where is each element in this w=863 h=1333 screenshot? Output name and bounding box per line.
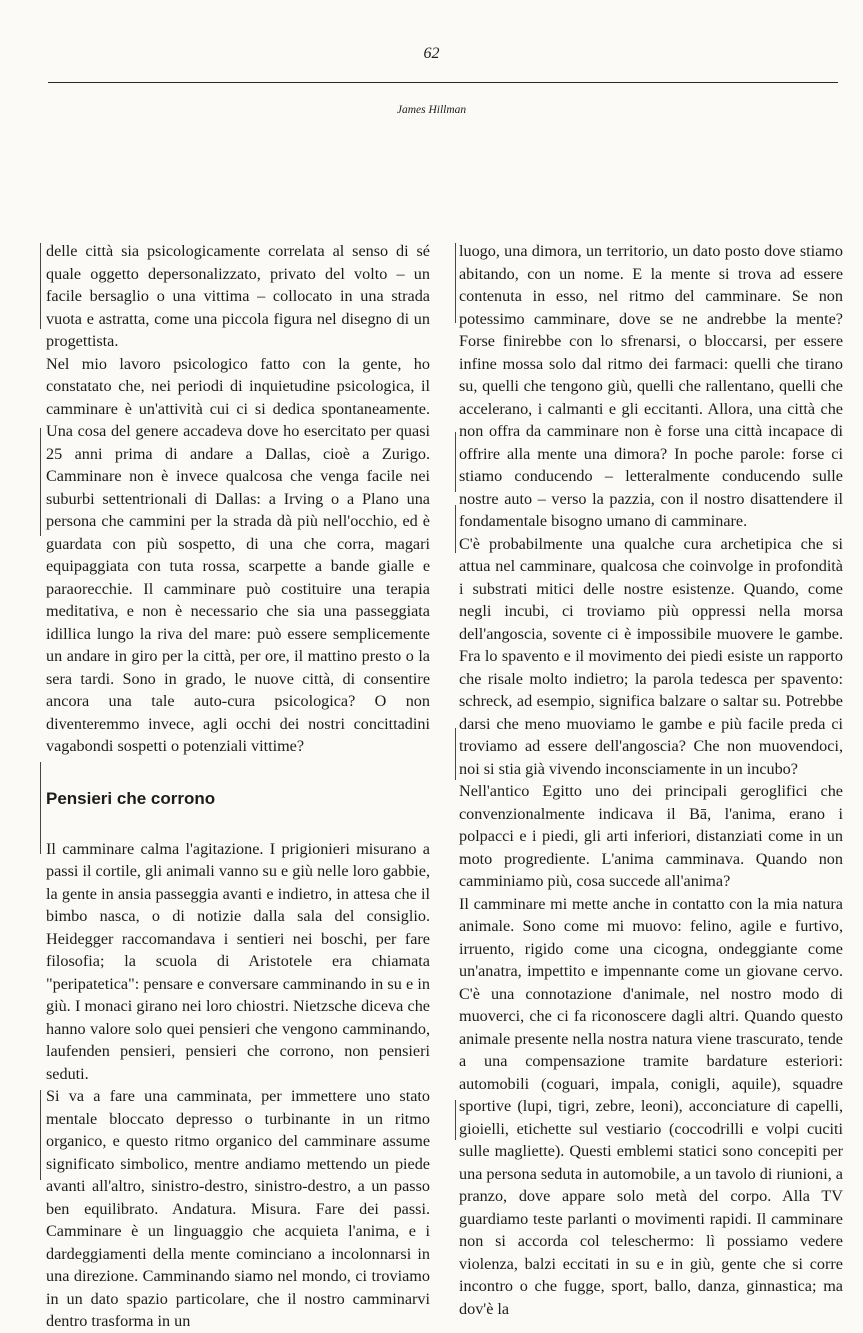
paragraph: Il camminare calma l'agitazione. I prigionieri misurano a passi il cortile, gli animali vanno su e giù nelle loro gabbie, la gente in ansia passeggia avanti e indietro, in attesa che il bimbo nasca, o di notizie dalla sala del consiglio. Heidegger raccomandava i sentieri nei boschi, per fare filosofia; la scuola di Aristotele era chiamata "peripatetica": pensare e conversare camminando in su e in giù. I monaci girano nei loro chiostri. Nietzsche diceva che hanno valore solo quei pensieri che vengono camminando, laufenden pensieri, pensieri che corrono, non pensieri seduti. [46, 839, 430, 1083]
paragraph: Si va a fare una camminata, per immettere uno stato mentale bloccato depresso o turbinante in un ritmo organico, e questo ritmo organico del camminare assume significato simbolico, mentre andiamo mettendo un piede avanti all'altro, sinistro-destro, sinistro-destro, a un passo ben equilibrato. Andatura. Misura. Fare dei passi. Camminare è un linguaggio che acquieta l'anima, e i dardeggiamenti della mente cominciano a incolonnarsi in una direzione. Camminando siamo nel mondo, ci troviamo in un dato spazio particolare, che il nostro camminarvi dentro trasforma in un [46, 1087, 430, 1330]
margin-mark [40, 428, 41, 536]
margin-mark [455, 243, 456, 323]
margin-mark [455, 1100, 456, 1140]
section-heading: Pensieri che corrono [46, 788, 216, 808]
margin-mark [40, 1090, 41, 1180]
page-number: 62 [423, 45, 440, 62]
margin-mark [40, 243, 41, 329]
paragraph: C'è probabilmente una qualche cura archetipica che si attua nel camminare, qualcosa che coinvolge in profondità i substrati mitici delle nostre esistenze. Quando, come negli incubi, ci troviamo più oppressi nella morsa dell'angoscia, sovente ci è impossibile muovere le gambe. Fra lo spavento e il movimento dei piedi esiste un rapporto che risale molto indietro; la parola tedesca per spavento: schreck, ad esempio, significa balzare o saltar su. Potrebbe darsi che meno muoviamo le gambe e più facile preda ci troviamo ad essere dell'angoscia? Che non muovendoci, noi si stia già vivendo inconsciamente in un incubo? [459, 534, 843, 778]
running-head: James Hillman [396, 104, 467, 116]
paragraph: Nel mio lavoro psicologico fatto con la gente, ho constatato che, nei periodi di inquietudine psicologica, il camminare è un'attività cui ci si dedica spontaneamente. Una cosa del genere accadeva dove ho esercitato per quasi 25 anni prima di andare a Dallas, cioè a Zurigo. Camminare non è invece qualcosa che venga facile nei suburbi settentrionali di Dallas: a Irving o a Plano una persona che cammini per la strada dà più nell'occhio, ed è guardata con più sospetto, di una che corra, magari equipaggiata con tuta rossa, scarpette a bande gialle e paraorecchie. Il camminare può costituire una terapia meditativa, e non è necessario che sia una passeggiata idillica lungo la riva del mare: può essere semplicemente un andare in giro per la città, per ore, il mattino presto o la sera tardi. Sono in grado, le nuove città, di consentire ancora una tale auto-cura psicologica? O non diventeremmo invece, agli occhi dei nostri concittadini vagabondi sospetti o potenziali vittime? [46, 354, 430, 755]
margin-mark [455, 432, 456, 492]
left-column [46, 240, 430, 1333]
header-rule [48, 82, 838, 83]
margin-mark [40, 762, 41, 854]
paragraph: luogo, una dimora, un territorio, un dato posto dove stiamo abitando, con un nome. E la mente si trova ad essere contenuta in esso, nel ritmo del camminare. Se non potessimo camminare, dove se ne andrebbe la mente? Forse finirebbe con lo sfrenarsi, o bloccarsi, per essere infine mossa solo dal ritmo dei farmaci: quelli che tirano su, quelli che tengono giù, quelli che rallentano, quelli che accelerano, i calmanti e gli eccitanti. Allora, una città che non offra da camminare non è forse una città incapace di offrire alla mente una dimora? In poche parole: forse ci stiamo conducendo – letteralmente conducendo sulle nostre auto – verso la pazzia, con il nostro disattendere il fondamentale bisogno umano di camminare. [459, 242, 843, 530]
paragraph: Nell'antico Egitto uno dei principali geroglifici che convenzionalmente indicava il Bā, l'anima, erano i polpacci e i piedi, gli arti inferiori, distanziati come in un moto progrediente. L'anima camminava. Quando non camminiamo più, cosa succede all'anima? [459, 782, 843, 890]
right-column [459, 240, 843, 1320]
margin-mark [455, 728, 456, 780]
paragraph: Il camminare mi mette anche in contatto con la mia natura animale. Sono come mi muovo: felino, agile e furtivo, irruento, rigido come una cicogna, ondeggiante come un'anatra, impettito e impennante come un giovane cervo. C'è una connotazione d'animale, nel nostro modo di muoverci, che ci fa riconoscere dagli altri. Quando questo animale presente nella nostra natura viene trascurato, tende a una compensazione tramite bardature esteriori: automobili (coguari, impala, conigli, aquile), squadre sportive (lupi, tigri, zebre, leoni), acconciature di capelli, gioielli, etichette sul vestiario (coccodrilli e volpi cuciti sulle magliette). Questi emblemi statici sono concepiti per una persona seduta in automobile, a un tavolo di riunioni, a pranzo, dove appare solo metà del corpo. Alla TV guardiamo teste parlanti o movimenti rapidi. Il camminare non si accorda col teleschermo: lì possiamo vedere violenza, balzi eccitati in su e in giù, gente che si corre incontro o che fugge, sport, ballo, danza, ginnastica; ma dov'è la [459, 894, 843, 1318]
margin-mark [455, 505, 456, 553]
paragraph: delle città sia psicologicamente correlata al senso di sé quale oggetto depersonalizzato, privato del volto – un facile bersaglio o una vittima – collocato in una strada vuota e astratta, come una piccola figura nel disegno di un progettista. [46, 242, 430, 350]
